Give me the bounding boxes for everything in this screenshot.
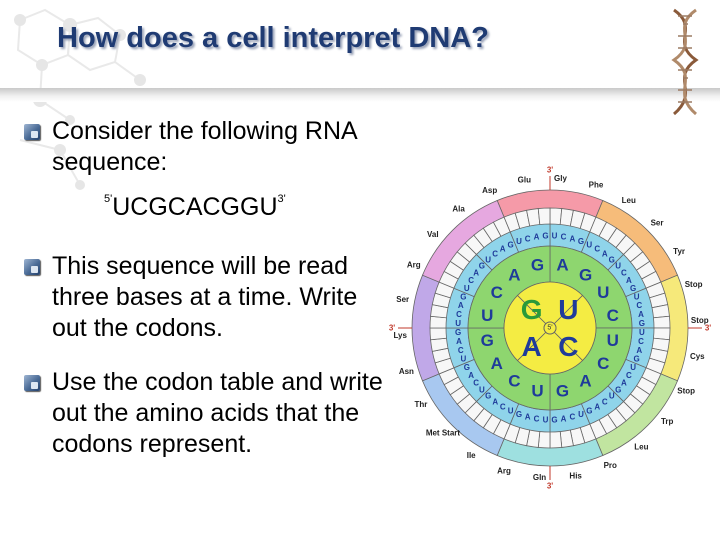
third-base-cell xyxy=(653,316,670,328)
three-prime-axis-label: 3' xyxy=(388,323,396,333)
third-ring-letter: U xyxy=(586,240,593,250)
amino-acid-label: Stop xyxy=(690,315,709,325)
rna-sequence xyxy=(104,193,286,222)
third-ring-letter: U xyxy=(507,406,514,416)
third-ring-letter: U xyxy=(478,385,485,395)
inner-base-letter: G xyxy=(520,294,543,326)
third-ring-letter: U xyxy=(608,391,615,401)
title-underline-band xyxy=(0,88,720,102)
amino-acid-label: Ser xyxy=(396,295,410,305)
third-ring-letter: G xyxy=(542,231,549,241)
third-ring-letter: A xyxy=(638,309,644,319)
bullet-1 xyxy=(24,116,404,178)
third-ring-letter: A xyxy=(560,414,567,424)
amino-acid-label: Ala xyxy=(452,204,465,214)
third-ring-letter: U xyxy=(463,284,470,294)
third-ring-letter: C xyxy=(533,414,540,424)
amino-acid-label: Leu xyxy=(621,195,636,205)
second-ring-letter: U xyxy=(606,330,619,350)
three-prime-label: 3' xyxy=(277,193,286,205)
third-ring-letter: G xyxy=(577,236,585,246)
third-ring-letter: U xyxy=(460,354,467,364)
third-ring-letter: A xyxy=(636,345,643,355)
inner-base-letter: U xyxy=(558,294,579,326)
amino-acid-label: Lys xyxy=(393,331,407,341)
third-ring-letter: G xyxy=(615,385,622,395)
bullet-text: Use the codon table and write out the amino acids that the codons represent. xyxy=(52,368,383,458)
third-ring-letter: G xyxy=(608,255,615,265)
amino-acid-label: Stop xyxy=(677,386,696,396)
center-five-prime-label: 5' xyxy=(547,324,553,332)
third-ring-letter: C xyxy=(456,310,462,320)
three-prime-axis-label: 3' xyxy=(546,165,554,175)
second-ring-letter: A xyxy=(508,265,521,285)
third-ring-letter: C xyxy=(524,234,531,244)
amino-acid-label: Ser xyxy=(650,218,664,228)
third-ring-letter: G xyxy=(630,284,637,294)
third-ring-letter: A xyxy=(626,276,632,286)
codon-wheel xyxy=(388,165,720,498)
third-ring-letter: C xyxy=(468,276,474,286)
dna-helix-icon xyxy=(666,6,704,118)
second-ring-letter: G xyxy=(480,330,494,350)
second-ring-letter: G xyxy=(555,381,570,401)
second-ring-letter: C xyxy=(508,371,521,391)
third-ring-letter: G xyxy=(515,410,523,420)
slide-title: How does a cell interpret DNA? xyxy=(57,22,489,54)
third-ring-letter: U xyxy=(615,261,622,271)
amino-acid-label: Asp xyxy=(482,186,498,196)
third-base-cell xyxy=(430,328,447,340)
third-ring-letter: C xyxy=(473,378,480,388)
amino-acid-label: Thr xyxy=(414,399,428,409)
inner-base-letter: C xyxy=(558,330,579,362)
second-ring-letter: U xyxy=(597,282,610,302)
third-ring-letter: U xyxy=(630,362,637,372)
third-ring-letter: G xyxy=(463,362,470,372)
third-ring-letter: A xyxy=(456,337,462,347)
third-ring-letter: A xyxy=(457,301,464,311)
third-ring-letter: A xyxy=(524,412,531,422)
third-base-cell xyxy=(550,431,562,448)
bullet-checkbox-icon xyxy=(24,259,40,275)
second-ring-letter: C xyxy=(597,354,610,374)
third-ring-letter: C xyxy=(560,232,567,242)
third-ring-letter: U xyxy=(551,231,558,241)
amino-acid-label: Tyr xyxy=(673,247,686,257)
third-ring-letter: G xyxy=(507,240,514,250)
third-ring-letter: G xyxy=(633,354,640,364)
third-ring-letter: U xyxy=(578,410,584,420)
amino-acid-label: Arg xyxy=(497,466,511,476)
second-ring-letter: G xyxy=(578,265,593,285)
second-ring-letter: G xyxy=(530,255,545,275)
third-ring-letter: A xyxy=(473,268,479,278)
third-ring-letter: A xyxy=(569,234,576,244)
amino-acid-label: Pro xyxy=(603,460,617,470)
inner-base-letter: A xyxy=(521,330,542,362)
third-ring-letter: C xyxy=(638,336,644,346)
bullet-checkbox-icon xyxy=(24,375,40,391)
amino-acid-label: His xyxy=(569,471,582,481)
amino-acid-label: Trp xyxy=(660,417,674,427)
third-ring-letter: C xyxy=(626,370,632,380)
third-base-cell xyxy=(538,208,550,225)
amino-acid-label: Gly xyxy=(554,173,567,183)
second-ring-letter: U xyxy=(531,381,544,401)
sequence-bases: UCGCACGGU xyxy=(112,193,278,221)
amino-acid-label: Phe xyxy=(588,180,604,190)
amino-acid-label: Gln xyxy=(532,473,547,483)
amino-acid-label: Leu xyxy=(634,442,649,452)
third-ring-letter: A xyxy=(594,402,601,412)
amino-acid-label: Ile xyxy=(466,451,476,461)
second-ring-letter: A xyxy=(579,371,592,391)
amino-acid-label: Glu xyxy=(517,175,532,185)
third-ring-letter: C xyxy=(569,412,576,422)
third-ring-letter: G xyxy=(551,415,558,425)
third-ring-letter: U xyxy=(455,319,462,329)
amino-acid-label: Arg xyxy=(406,260,421,270)
bullet-2 xyxy=(24,251,394,344)
third-ring-letter: C xyxy=(457,345,464,355)
third-ring-letter: A xyxy=(499,244,506,254)
third-ring-letter: G xyxy=(638,318,646,328)
bullet-3 xyxy=(24,367,394,460)
third-ring-letter: G xyxy=(454,328,462,338)
second-ring-letter: U xyxy=(481,306,494,326)
amino-acid-label: Met Start xyxy=(425,428,461,438)
bullet-text: This sequence will be read three bases at a time. Write out the codons. xyxy=(52,252,358,342)
amino-acid-label: Asn xyxy=(398,366,414,376)
third-ring-letter: G xyxy=(586,406,593,416)
third-ring-letter: C xyxy=(620,268,627,278)
third-ring-letter: C xyxy=(594,244,601,254)
three-prime-axis-label: 3' xyxy=(704,323,712,333)
third-ring-letter: A xyxy=(468,370,474,380)
third-ring-letter: C xyxy=(636,301,643,311)
amino-acid-label: Val xyxy=(427,229,439,239)
second-ring-letter: C xyxy=(490,282,503,302)
third-ring-letter: A xyxy=(533,232,540,242)
third-ring-letter: C xyxy=(499,402,506,412)
third-ring-letter: A xyxy=(621,378,627,388)
third-ring-letter: C xyxy=(601,397,608,407)
third-ring-letter: G xyxy=(460,292,467,302)
third-ring-letter: U xyxy=(633,292,640,302)
third-ring-letter: C xyxy=(492,249,499,259)
third-ring-letter: A xyxy=(601,249,608,259)
third-ring-letter: G xyxy=(478,261,485,271)
amino-acid-label: Stop xyxy=(684,280,703,290)
five-prime-label: 5' xyxy=(104,193,113,205)
three-prime-axis-label: 3' xyxy=(546,481,554,491)
amino-acid-label: Cys xyxy=(689,351,705,361)
third-ring-letter: U xyxy=(516,236,522,246)
third-ring-letter: A xyxy=(492,397,499,407)
second-ring-letter: A xyxy=(490,354,503,374)
bullet-text: Consider the following RNA sequence: xyxy=(52,117,357,176)
second-ring-letter: C xyxy=(606,306,619,326)
third-ring-letter: U xyxy=(542,415,549,425)
third-ring-letter: U xyxy=(638,327,645,337)
second-ring-letter: A xyxy=(556,255,569,275)
third-ring-letter: G xyxy=(485,391,492,401)
bullet-checkbox-icon xyxy=(24,124,40,140)
third-ring-letter: U xyxy=(485,255,492,265)
